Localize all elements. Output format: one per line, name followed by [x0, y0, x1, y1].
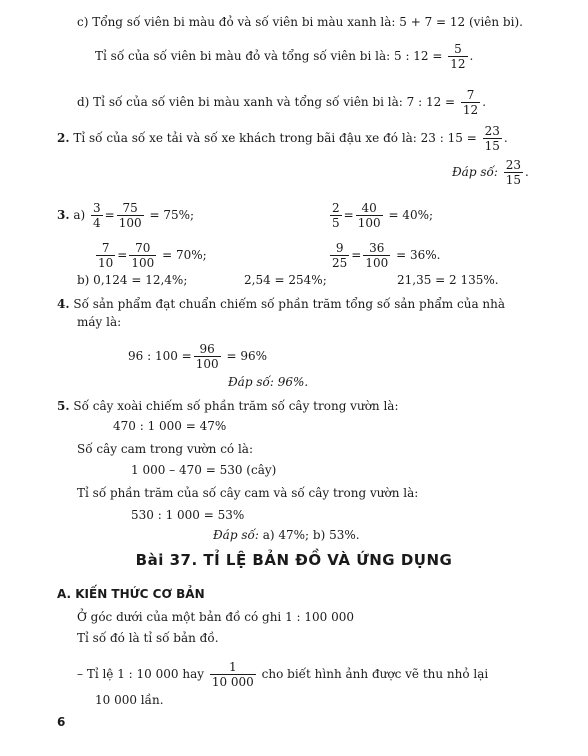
lesson-title: Bài 37. TỈ LỆ BẢN ĐỒ VÀ ỨNG DỤNG [135, 551, 453, 569]
lesson-line4: 10 000 lần. [95, 693, 164, 707]
problem-4-answer: Đáp số: 96%. [228, 375, 309, 389]
problem-3-b3: 21,35 = 2 135%. [397, 273, 499, 287]
problem-3-row1-left: 3. a) $\frac{3}{4}$ = $\frac{75}{100}$ = 75%; [57, 201, 195, 230]
problem-5-answer: Đáp số: a) 47%; b) 53%. [213, 528, 360, 542]
lesson-line3: – Tỉ lệ 1 : 10 000 hay $\frac{1}{10 000}$ cho biết hình ảnh được vẽ thu nhỏ lại [77, 660, 489, 689]
fraction: $\frac{23}{15}$ [484, 124, 500, 153]
lesson-line2: Tỉ số đó là tỉ số bản đồ. [77, 631, 219, 645]
part-d-line: d) Tỉ số của số viên bi màu xanh và tổng số viên bi là: 7 : 12 = $\frac{7}{12}$ . [77, 88, 487, 117]
part-c-line1: c) Tổng số viên bi màu đỏ và số viên bi màu xanh là: 5 + 7 = 12 (viên bi). [77, 15, 523, 29]
fraction: $\frac{23}{15}$ [505, 158, 521, 187]
section-heading: A. KIẾN THỨC CƠ BẢN [57, 587, 205, 601]
fraction: $\frac{5}{12}$ [450, 42, 466, 71]
problem-3-b2: 2,54 = 254%; [244, 273, 327, 287]
lesson-line1: Ở góc dưới của một bản đồ có ghi 1 : 100 000 [77, 610, 355, 624]
problem-5-line1: 5. Số cây xoài chiếm số phần trăm số cây trong vườn là: [57, 399, 399, 413]
part-c-line2: Tỉ số của số viên bi màu đỏ và tổng số viên bi là: 5 : 12 = $\frac{5}{12}$ . [95, 42, 474, 71]
problem-2-answer: Đáp số: $\frac{23}{15}$ . [452, 158, 529, 187]
problem-5-calc3: 530 : 1 000 = 53% [131, 508, 245, 522]
problem-5-line2: Số cây cam trong vườn có là: [77, 442, 253, 456]
problem-5-line3: Tỉ số phần trăm của số cây cam và số cây trong vườn là: [77, 486, 419, 500]
fraction: $\frac{1}{10 000}$ [211, 660, 254, 689]
fraction: $\frac{7}{12}$ [462, 88, 479, 117]
page-number: 6 [57, 715, 66, 729]
problem-3-b1: b) 0,124 = 12,4%; [77, 273, 188, 287]
problem-3-row1-right: $\frac{2}{5}$ = $\frac{40}{100}$ = 40%; [332, 201, 434, 230]
problem-2-line: 2. Tỉ số của số xe tải và số xe khách trong bãi đậu xe đó là: 23 : 15 = $\frac{23}{15}$ . [57, 124, 508, 153]
problem-3-row2-right: $\frac{9}{25}$ = $\frac{36}{100}$ = 36%. [332, 241, 441, 270]
problem-4-line2: máy là: [77, 315, 122, 329]
problem-4-line1: 4. Số sản phẩm đạt chuẩn chiếm số phần trăm tổng số sản phẩm của nhà [57, 297, 506, 311]
problem-5-calc2: 1 000 – 470 = 530 (cây) [131, 463, 277, 477]
problem-3-row2-left: $\frac{7}{10}$ = $\frac{70}{100}$ = 70%; [98, 241, 207, 270]
problem-5-calc1: 470 : 1 000 = 47% [113, 419, 227, 433]
problem-4-calc: 96 : 100 = $\frac{96}{100}$ = 96% [128, 342, 267, 371]
